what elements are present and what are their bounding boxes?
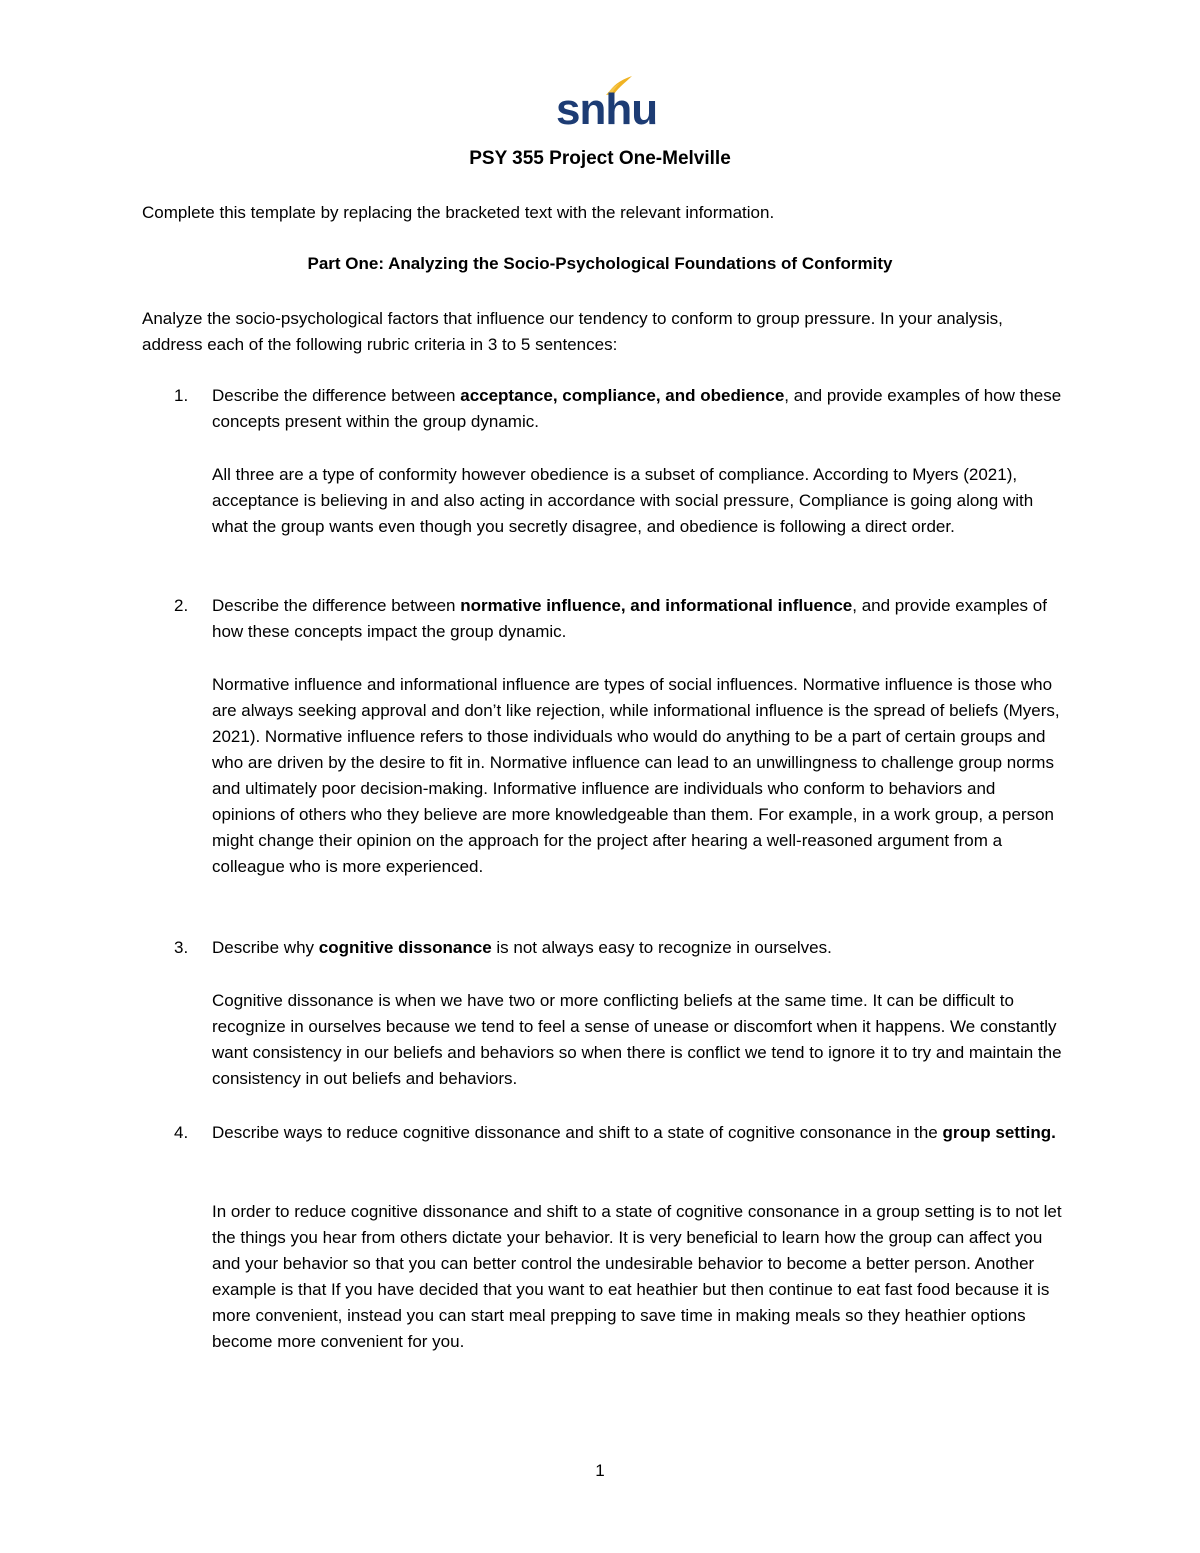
item-answer: In order to reduce cognitive dissonance and shift to a state of cognitive consonance in a group setting is to not let the things you hear from others dictate your behavior. It is very beneficial to learn how the group can affect you and your behavior so that you can better control the undesirable behavior to become a better person. Another example is that If you have decided that you want to eat heathier but then continue to eat fast food because it is more convenient, instead you can start meal prepping to save time in making meals so they heathier options become more convenient for you. (212, 1202, 1062, 1351)
page-number: 1 (595, 1461, 605, 1480)
item-number: 2. (174, 596, 189, 615)
snhu-logo (556, 74, 658, 134)
item-number: 3. (174, 938, 189, 957)
analyze-paragraph: Analyze the socio-psychological factors that influence our tendency to conform to group pressure. In your analysis, address each of the following rubric criteria in 3 to 5 sentences: (142, 309, 1003, 354)
page-title: PSY 355 Project One-Melville (469, 148, 731, 169)
item-number: 4. (174, 1123, 189, 1142)
logo-wordmark: snhu (556, 85, 658, 134)
item-question: Describe the difference between acceptance, compliance, and obedience, and provide examples of how these concepts present within the group dynamic. (212, 386, 1062, 431)
item-number: 1. (174, 386, 189, 405)
instructions-text: Complete this template by replacing the bracketed text with the relevant information. (142, 203, 775, 222)
item-question: Describe why cognitive dissonance is not always easy to recognize in ourselves. (212, 938, 832, 957)
item-question: Describe the difference between normative influence, and informational influence, and provide examples of how these concepts impact the group dynamic. (212, 596, 1047, 641)
item-answer: Normative influence and informational influence are types of social influences. Normative influence is those who are always seeking approval and don’t like rejection, while informational influence is the spread of beliefs (Myers, 2021). Normative influence refers to those individuals who would do anything to be a part of certain groups and who are driven by the desire to fit in. Normative influence can lead to an unwillingness to challenge group norms and ultimately poor decision-making. Informative influence are individuals who conform to behaviors and opinions of others who they believe are more knowledgeable than them. For example, in a work group, a person might change their opinion on the approach for the project after hearing a well-reasoned argument from a colleague who is more experienced. (212, 675, 1060, 876)
item-answer: All three are a type of conformity however obedience is a subset of compliance. According to Myers (2021), acceptance is believing in and also acting in accordance with social pressure, Compliance is going along with what the group wants even though you secretly disagree, and obedience is following a direct order. (212, 465, 1034, 536)
part-heading: Part One: Analyzing the Socio-Psychological Foundations of Conformity (307, 254, 893, 273)
item-question: Describe ways to reduce cognitive dissonance and shift to a state of cognitive consonance in the group setting. (212, 1123, 1056, 1142)
item-answer: Cognitive dissonance is when we have two or more conflicting beliefs at the same time. It can be difficult to recognize in ourselves because we tend to feel a sense of unease or discomfort when it happens. We constantly want consistency in our beliefs and behaviors so when there is conflict we tend to ignore it to try and maintain the consistency in out beliefs and behaviors. (212, 991, 1062, 1088)
